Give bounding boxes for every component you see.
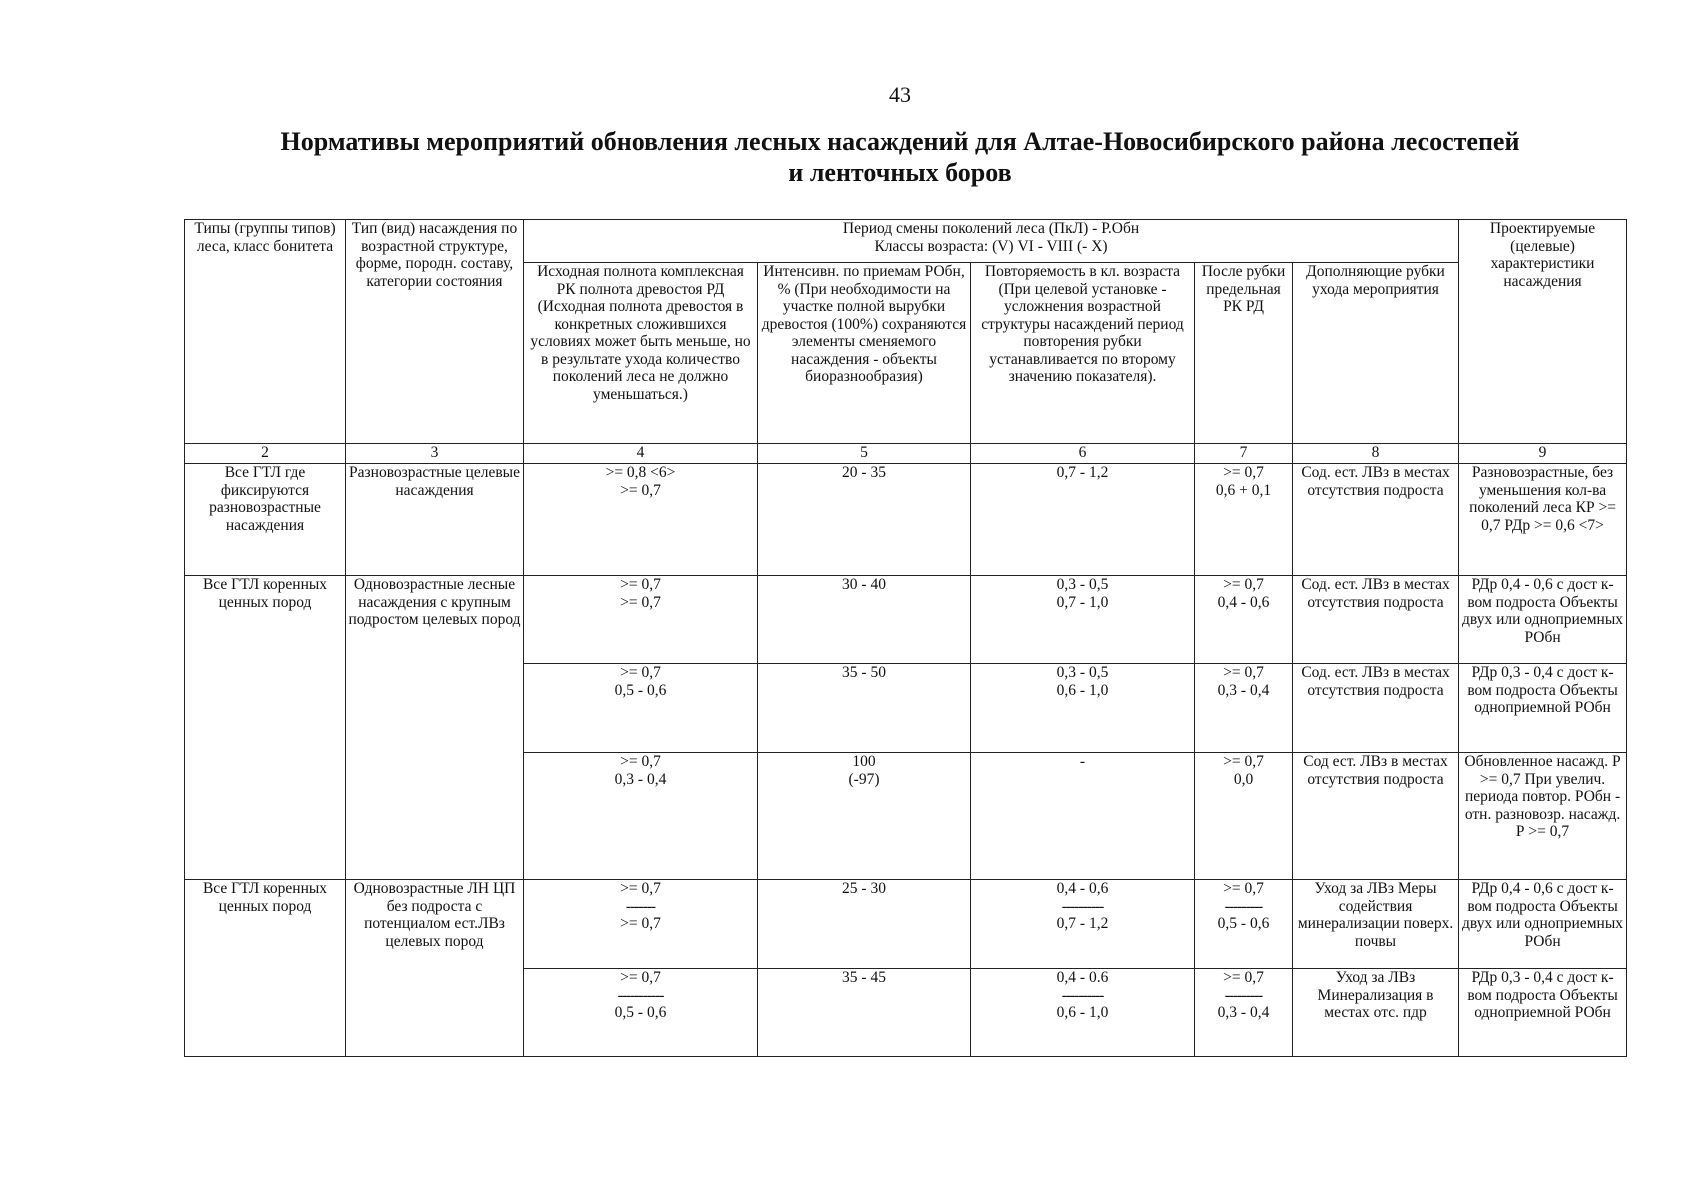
stand-type-cell: Одновозрастные ЛН ЦП без подроста с потенциалом ест.ЛВз целевых пород — [346, 880, 524, 1057]
after-cutting-cell: >= 0,7 --------- 0,5 - 0,6 — [1195, 880, 1293, 969]
after-cutting-cell: >= 0,7 0,4 - 0,6 — [1195, 576, 1293, 664]
norms-table — [184, 219, 1627, 1057]
forest-type-cell: Все ГТЛ где фиксируются разновозрастные насаждения — [185, 464, 346, 576]
page-number: 43 — [889, 82, 911, 107]
header-after-cutting: После рубки предельная РК РД — [1195, 263, 1293, 444]
forest-type-cell: Все ГТЛ коренных ценных пород — [185, 576, 346, 880]
target-characteristics-cell: РДр 0,4 - 0,6 с дост к-вом подроста Объекты двух или одноприемных РОбн — [1459, 576, 1627, 664]
header-repeatability: Повторяемость в кл. возраста (При целевой установке - усложнения возрастной структуры насаждений период повторения рубки устанавливается по второму значению показателя). — [971, 263, 1195, 444]
initial-density-cell: >= 0,8 <6> >= 0,7 — [524, 464, 758, 576]
header-stand-type: Тип (вид) насаждения по возрастной структуре, форме, породн. составу, категории состояния — [346, 220, 524, 444]
column-number: 9 — [1459, 444, 1627, 464]
additional-measures-cell: Сод. ест. ЛВз в местах отсутствия подроста — [1293, 464, 1459, 576]
initial-density-cell: >= 0,7 ----------- 0,5 - 0,6 — [524, 969, 758, 1057]
initial-density-cell: >= 0,7 0,3 - 0,4 — [524, 753, 758, 880]
header-row-1 — [185, 220, 1627, 263]
additional-measures-cell: Сод ест. ЛВз в местах отсутствия подроста — [1293, 753, 1459, 880]
additional-measures-cell: Уход за ЛВз Меры содействия минерализации поверх. почвы — [1293, 880, 1459, 969]
after-cutting-cell: >= 0,7 0,6 + 0,1 — [1195, 464, 1293, 576]
table-row — [185, 464, 1627, 576]
target-characteristics-cell: Обновленное насажд. Р >= 0,7 При увелич. периода повтор. РОбн - отн. разновозр. насажд. Р >= 0,7 — [1459, 753, 1627, 880]
intensity-cell: 100 (-97) — [758, 753, 971, 880]
column-number: 7 — [1195, 444, 1293, 464]
intensity-cell: 25 - 30 — [758, 880, 971, 969]
repeatability-cell: 0,3 - 0,5 0,7 - 1,0 — [971, 576, 1195, 664]
header-period — [524, 220, 1459, 263]
after-cutting-cell: >= 0,7 0,0 — [1195, 753, 1293, 880]
table-row — [185, 576, 1627, 664]
header-target-characteristics: Проектируемые (целевые) характеристики насаждения — [1459, 220, 1627, 444]
page-title-line-1: Нормативы мероприятий обновления лесных насаждений для Алтае-Новосибирского района лесостепей — [280, 127, 1520, 156]
additional-measures-cell: Уход за ЛВз Минерализация в местах отс. пдр — [1293, 969, 1459, 1057]
repeatability-cell: 0,4 - 0.6 ---------- 0,6 - 1,0 — [971, 969, 1195, 1057]
intensity-cell: 30 - 40 — [758, 576, 971, 664]
additional-measures-cell: Сод. ест. ЛВз в местах отсутствия подроста — [1293, 576, 1459, 664]
initial-density-cell: >= 0,7 >= 0,7 — [524, 576, 758, 664]
header-forest-type: Типы (группы типов) леса, класс бонитета — [185, 220, 346, 444]
stand-type-cell: Одновозрастные лесные насаждения с крупным подростом целевых пород — [346, 576, 524, 880]
column-number: 3 — [346, 444, 524, 464]
initial-density-cell: >= 0,7 0,5 - 0,6 — [524, 664, 758, 753]
header-intensity: Интенсивн. по приемам РОбн, % (При необходимости на участке полной вырубки древостоя (100%) сохраняются элементы сменяемого насаждения - объекты биоразнообразия) — [758, 263, 971, 444]
column-number: 6 — [971, 444, 1195, 464]
repeatability-cell: 0,3 - 0,5 0,6 - 1,0 — [971, 664, 1195, 753]
forest-type-cell: Все ГТЛ коренных ценных пород — [185, 880, 346, 1057]
after-cutting-cell: >= 0,7 --------- 0,3 - 0,4 — [1195, 969, 1293, 1057]
header-period-line-1: Период смены поколений леса (ПкЛ) - Р.Обн — [842, 220, 1140, 237]
column-number: 2 — [185, 444, 346, 464]
after-cutting-cell: >= 0,7 0,3 - 0,4 — [1195, 664, 1293, 753]
table-row — [185, 880, 1627, 969]
header-initial-density: Исходная полнота комплексная РК полнота древостоя РД (Исходная полнота древостоя в конкретных сложившихся условиях может быть меньше, но в результате ухода количество поколений леса не должно уменьшаться.) — [524, 263, 758, 444]
intensity-cell: 35 - 45 — [758, 969, 971, 1057]
repeatability-cell: 0,4 - 0,6 ---------- 0,7 - 1,2 — [971, 880, 1195, 969]
column-number: 5 — [758, 444, 971, 464]
header-additional-measures: Дополняющие рубки ухода мероприятия — [1293, 263, 1459, 444]
target-characteristics-cell: РДр 0,3 - 0,4 с дост к-вом подроста Объекты одноприемной РОбн — [1459, 969, 1627, 1057]
page-title-line-2: и ленточных боров — [788, 158, 1012, 187]
target-characteristics-cell: РДр 0,3 - 0,4 с дост к-вом подроста Объекты одноприемной РОбн — [1459, 664, 1627, 753]
repeatability-cell: 0,7 - 1,2 — [971, 464, 1195, 576]
column-number: 8 — [1293, 444, 1459, 464]
target-characteristics-cell: РДр 0,4 - 0,6 с дост к-вом подроста Объекты двух или одноприемных РОбн — [1459, 880, 1627, 969]
page-title — [180, 126, 1620, 188]
additional-measures-cell: Сод. ест. ЛВз в местах отсутствия подроста — [1293, 664, 1459, 753]
repeatability-cell: - — [971, 753, 1195, 880]
intensity-cell: 20 - 35 — [758, 464, 971, 576]
column-number: 4 — [524, 444, 758, 464]
initial-density-cell: >= 0,7 ------- >= 0,7 — [524, 880, 758, 969]
column-numbers-row — [185, 444, 1627, 464]
target-characteristics-cell: Разновозрастные, без уменьшения кол-ва поколений леса КР >= 0,7 РДр >= 0,6 <7> — [1459, 464, 1627, 576]
intensity-cell: 35 - 50 — [758, 664, 971, 753]
header-period-line-2: Классы возраста: (V) VI - VIII (- X) — [874, 237, 1108, 255]
stand-type-cell: Разновозрастные целевые насаждения — [346, 464, 524, 576]
